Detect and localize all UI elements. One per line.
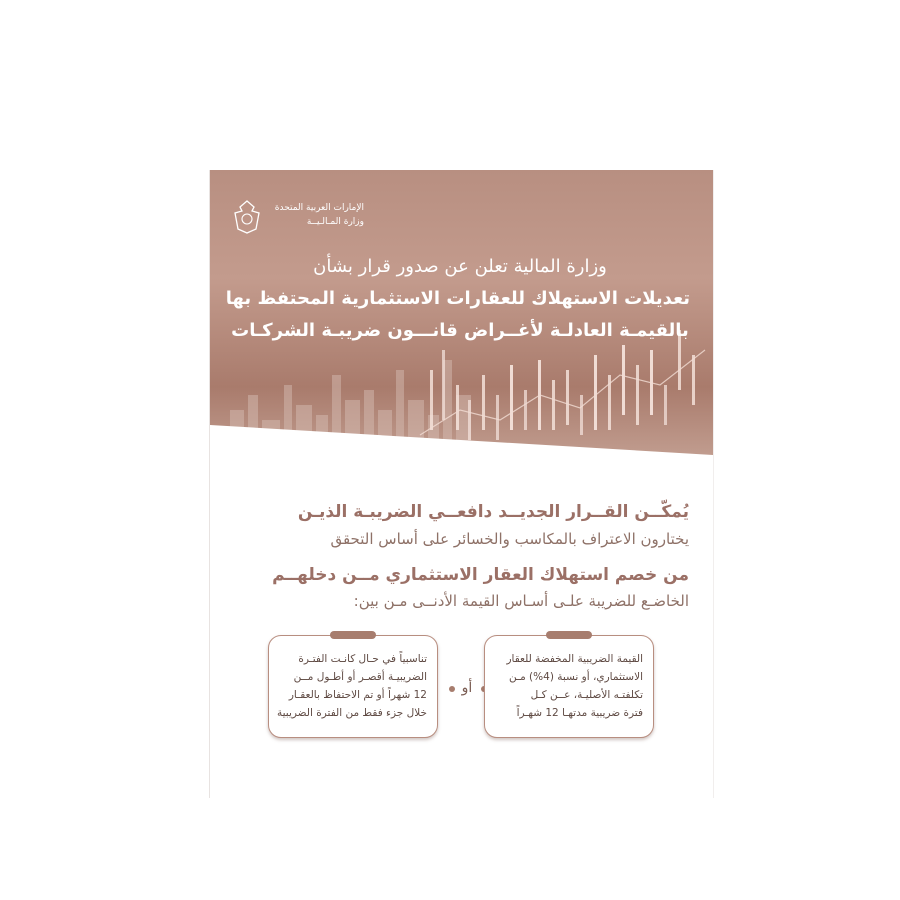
- headline-line-3: بالقيمـة العادلـة لأغــراض قانـــون ضريبـة الشركـات: [231, 320, 689, 341]
- separator-dot: [449, 686, 455, 692]
- card-tab-decoration: [330, 631, 376, 639]
- headline-line-2: تعديلات الاستهلاك للعقارات الاستثمارية المحتفظ بها: [225, 288, 690, 309]
- ministry-logo: [232, 197, 372, 237]
- card-text-line: فترة ضريبية مدتهـا 12 شهـراً: [516, 707, 643, 719]
- logo-ministry-name: وزارة المـالـيــة: [306, 217, 364, 227]
- card-text-line: تكلفتـه الأصليـة، عــن كـل: [530, 689, 643, 701]
- uae-falcon-emblem-icon: [232, 199, 262, 235]
- option-card-proportional: [268, 635, 438, 738]
- card-tab-decoration: [546, 631, 592, 639]
- hero-banner: [210, 170, 713, 480]
- card-text-line: الاستثماري، أو نسبة (4%) مـن: [509, 671, 643, 683]
- card-text-line: الضريبيـة أقصـر أو أطـول مــن: [293, 671, 427, 683]
- headline-line-1: وزارة المالية تعلن عن صدور قرار بشأن: [313, 256, 607, 277]
- option-card-reduced-value: [484, 635, 654, 738]
- card-text-line: 12 شهراً أو تم الاحتفاظ بالعقـار: [288, 689, 427, 701]
- body-paragraph-4: الخاضـع للضريبة علـى أسـاس القيمة الأدنــى مـن بين:: [353, 592, 689, 610]
- logo-country-name: الإمارات العربية المتحدة: [274, 203, 364, 213]
- announcement-poster: [209, 170, 714, 798]
- body-paragraph-2: يختارون الاعتراف بالمكاسب والخسائر على أساس التحقق: [330, 530, 689, 548]
- card-text-line: خلال جزء فقط من الفترة الضريبية: [276, 707, 427, 719]
- or-separator: أو: [461, 680, 473, 696]
- body-paragraph-3: من خصم استهلاك العقار الاستثماري مــن دخلهــم: [272, 565, 689, 585]
- body-paragraph-1: يُمكّــن القــرار الجديــد دافعــي الضريبـة الذيـن: [297, 502, 689, 522]
- card-text-line: تناسبياً في حـال كانـت الفتـرة: [298, 653, 427, 665]
- card-text-line: القيمة الضريبية المخفضة للعقار: [506, 653, 643, 665]
